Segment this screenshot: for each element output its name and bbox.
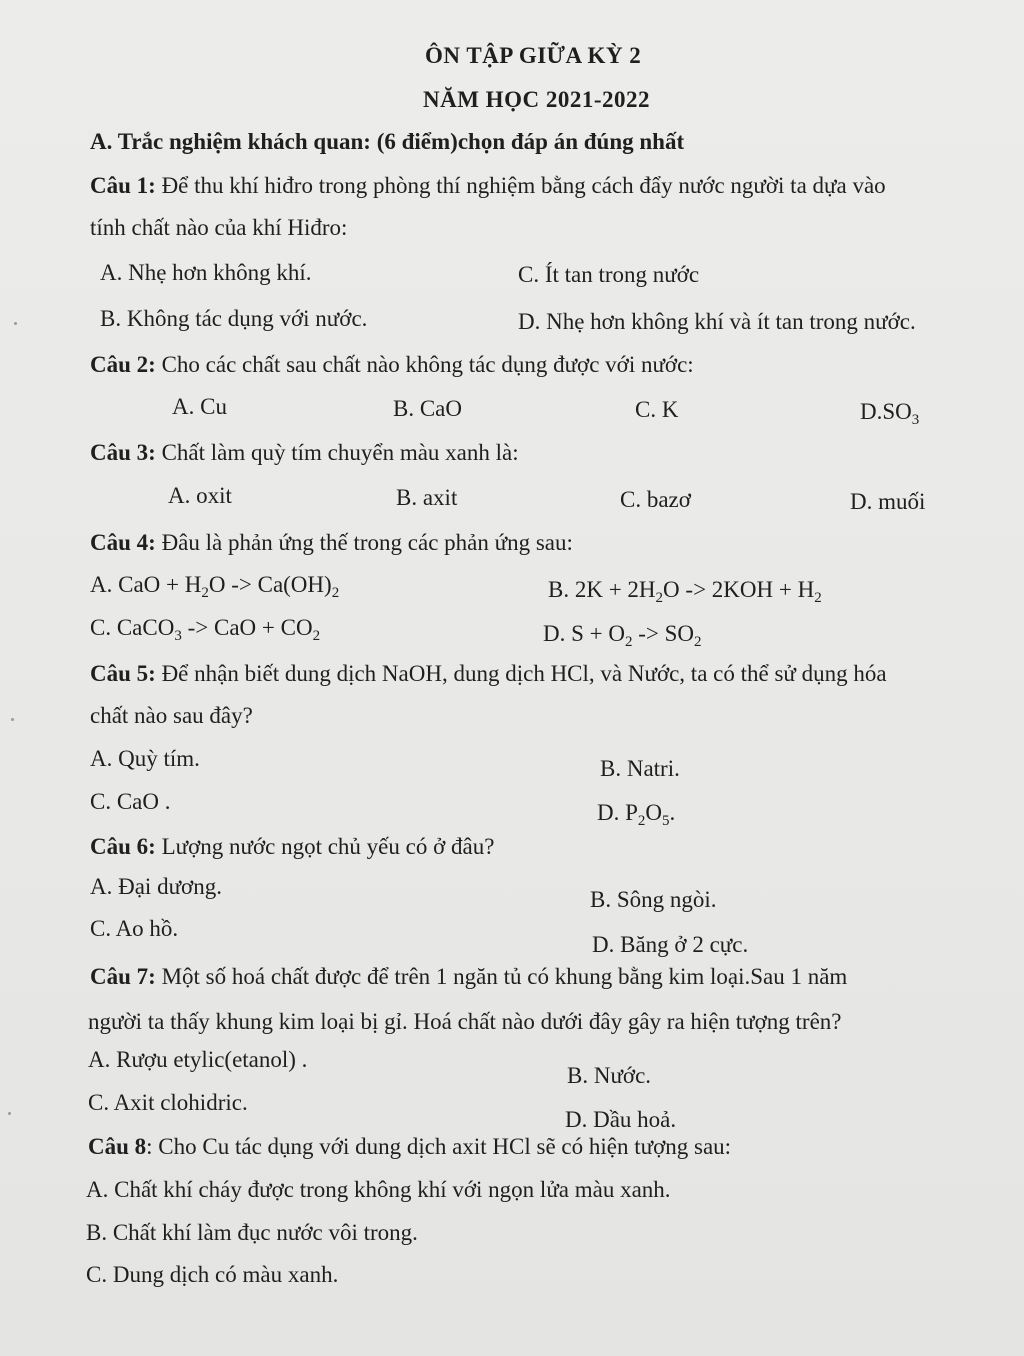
question-text: Chất làm quỳ tím chuyển màu xanh là: xyxy=(155,440,519,465)
question-text: Đâu là phản ứng thế trong các phản ứng sau: xyxy=(155,530,573,555)
q5-option-b: B. Natri. xyxy=(600,756,680,781)
question-2 xyxy=(90,351,694,379)
q1-option-c: C. Ít tan trong nước xyxy=(518,262,700,287)
question-label: Câu 6: xyxy=(90,834,156,859)
question-label: Câu 4: xyxy=(90,530,156,555)
paper-speck xyxy=(14,322,17,325)
paper-speck xyxy=(8,1112,11,1115)
q1-option-b: B. Không tác dụng với nước. xyxy=(100,306,368,331)
question-5-continued: chất nào sau đây? xyxy=(90,703,253,728)
q4-option-c: C. CaCO$_3$ -> CaO + $CO_2$ xyxy=(90,615,321,644)
q3-option-a: A. oxit xyxy=(168,483,232,508)
q7-option-c: C. Axit clohidric. xyxy=(88,1090,248,1115)
q2-option-a: A. Cu xyxy=(172,394,227,419)
question-label: Câu 2: xyxy=(90,352,156,377)
question-text: Để nhận biết dung dịch NaOH, dung dịch HCl, và Nước, ta có thể sử dụng hóa xyxy=(155,661,887,686)
question-7-continued: người ta thấy khung kim loại bị gỉ. Hoá chất nào dưới đây gây ra hiện tượng trên? xyxy=(88,1009,842,1034)
q5-option-a: A. Quỳ tím. xyxy=(90,746,200,771)
q7-option-d: D. Dầu hoả. xyxy=(565,1107,677,1132)
q3-option-b: B. axit xyxy=(396,485,458,510)
question-3 xyxy=(90,439,519,467)
question-text: Cho các chất sau chất nào không tác dụng được với nước: xyxy=(155,352,694,377)
q2-option-c: C. K xyxy=(635,397,679,422)
question-text: : Cho Cu tác dụng với dung dịch axit HCl sẽ có hiện tượng sau: xyxy=(146,1134,732,1159)
school-year: NĂM HỌC 2021-2022 xyxy=(423,87,650,112)
question-label: Câu 1: xyxy=(90,173,156,198)
q1-option-a: A. Nhẹ hơn không khí. xyxy=(100,260,312,285)
question-7 xyxy=(90,963,847,991)
q6-option-b: B. Sông ngòi. xyxy=(590,887,717,912)
question-text: Lượng nước ngọt chủ yếu có ở đâu? xyxy=(155,834,495,859)
q7-option-b: B. Nước. xyxy=(567,1063,652,1088)
question-8 xyxy=(88,1133,731,1161)
q4-option-d: D. $S + O_2 -> SO_2$ xyxy=(543,621,702,650)
q6-option-a: A. Đại dương. xyxy=(90,874,222,899)
q2-option-b: B. CaO xyxy=(393,396,462,421)
q8-option-a: A. Chất khí cháy được trong không khí với ngọn lửa màu xanh. xyxy=(86,1177,671,1202)
q5-option-d: D. $P_2O_5$. xyxy=(597,800,676,829)
question-label: Câu 3: xyxy=(90,440,156,465)
question-label: Câu 8 xyxy=(88,1134,147,1159)
question-1-continued: tính chất nào của khí Hiđro: xyxy=(90,215,348,240)
q4-option-a: A. CaO + $H_2O -> Ca(OH)_2$ xyxy=(90,572,340,601)
q8-option-c: C. Dung dịch có màu xanh. xyxy=(86,1262,339,1287)
question-5 xyxy=(90,660,887,688)
q6-option-c: C. Ao hồ. xyxy=(90,916,179,941)
question-1 xyxy=(90,172,886,200)
q3-option-c: C. bazơ xyxy=(620,487,691,512)
question-label: Câu 5: xyxy=(90,661,156,686)
q8-option-b: B. Chất khí làm đục nước vôi trong. xyxy=(86,1220,418,1245)
section-heading: A. Trắc nghiệm khách quan: (6 điểm)chọn đáp án đúng nhất xyxy=(90,129,685,154)
q1-option-d: D. Nhẹ hơn không khí và ít tan trong nước. xyxy=(518,309,916,334)
question-text: Một số hoá chất được để trên 1 ngăn tủ có khung bằng kim loại.Sau 1 năm xyxy=(155,964,848,989)
question-label: Câu 7: xyxy=(90,964,156,989)
page-title: ÔN TẬP GIỮA KỲ 2 xyxy=(425,43,642,68)
question-4 xyxy=(90,529,573,557)
q2-option-d: $D.SO_3$ xyxy=(860,399,920,428)
q3-option-d: D. muối xyxy=(850,489,926,514)
q6-option-d: D. Băng ở 2 cực. xyxy=(592,932,749,957)
paper-speck xyxy=(11,718,14,721)
question-text: Để thu khí hiđro trong phòng thí nghiệm bằng cách đẩy nước người ta dựa vào xyxy=(155,173,886,198)
q5-option-c: C. CaO . xyxy=(90,789,171,814)
q4-option-b: B. $2K + 2H_2O -> 2KOH + H_2$ xyxy=(548,577,822,606)
q7-option-a: A. Rượu etylic(etanol) . xyxy=(88,1047,308,1072)
question-6 xyxy=(90,833,494,861)
